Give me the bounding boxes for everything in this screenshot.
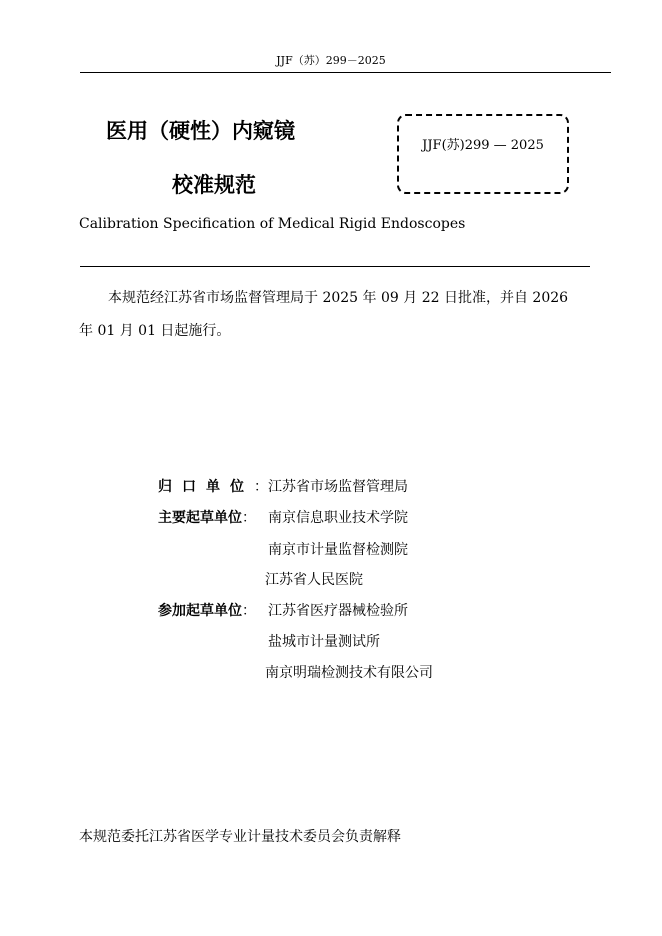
running-header-code: JJF（苏）299－2025 [276,54,386,67]
label-colon: ： [242,603,256,619]
approval-statement-line-2: 年 01 月 01 日起施行。 [79,323,231,339]
specification-code: JJF(苏)299 — 2025 [422,138,544,153]
english-title: Calibration Specification of Medical Rigid Endoscopes [79,216,466,232]
participating-drafting-unit-3: 南京明瑞检测技术有限公司 [265,665,433,681]
label-colon: ： [242,510,256,526]
label-colon: ： [254,479,268,495]
main-drafting-unit-label-text: 主要起草单位 [158,510,242,526]
interpretation-note: 本规范委托江苏省医学专业计量技术委员会负责解释 [79,829,401,845]
participating-drafting-unit-label [158,602,256,620]
centralized-unit-label-text: 归口单位 [158,479,254,495]
main-drafting-unit-1: 南京信息职业技术学院 [268,510,408,526]
main-drafting-unit-2: 南京市计量监督检测院 [268,542,408,558]
participating-drafting-unit-1: 江苏省医疗器械检验所 [268,603,408,619]
approval-statement-line-1: 本规范经江苏省市场监督管理局于 2025 年 09 月 22 日批准，并自 2026 [108,290,569,306]
participating-drafting-unit-2: 盐城市计量测试所 [268,634,380,650]
chinese-title-line-1: 医用（硬性）内窥镜 [106,119,295,143]
main-drafting-unit-label [158,509,256,527]
participating-drafting-unit-label-text: 参加起草单位 [158,603,242,619]
centralized-unit-value: 江苏省市场监督管理局 [268,479,408,495]
header-divider [80,72,611,73]
centralized-unit-label [158,478,268,496]
title-divider [80,266,590,267]
specification-code-box [397,114,569,194]
main-drafting-unit-3: 江苏省人民医院 [265,572,363,588]
chinese-title-line-2: 校准规范 [172,173,256,197]
